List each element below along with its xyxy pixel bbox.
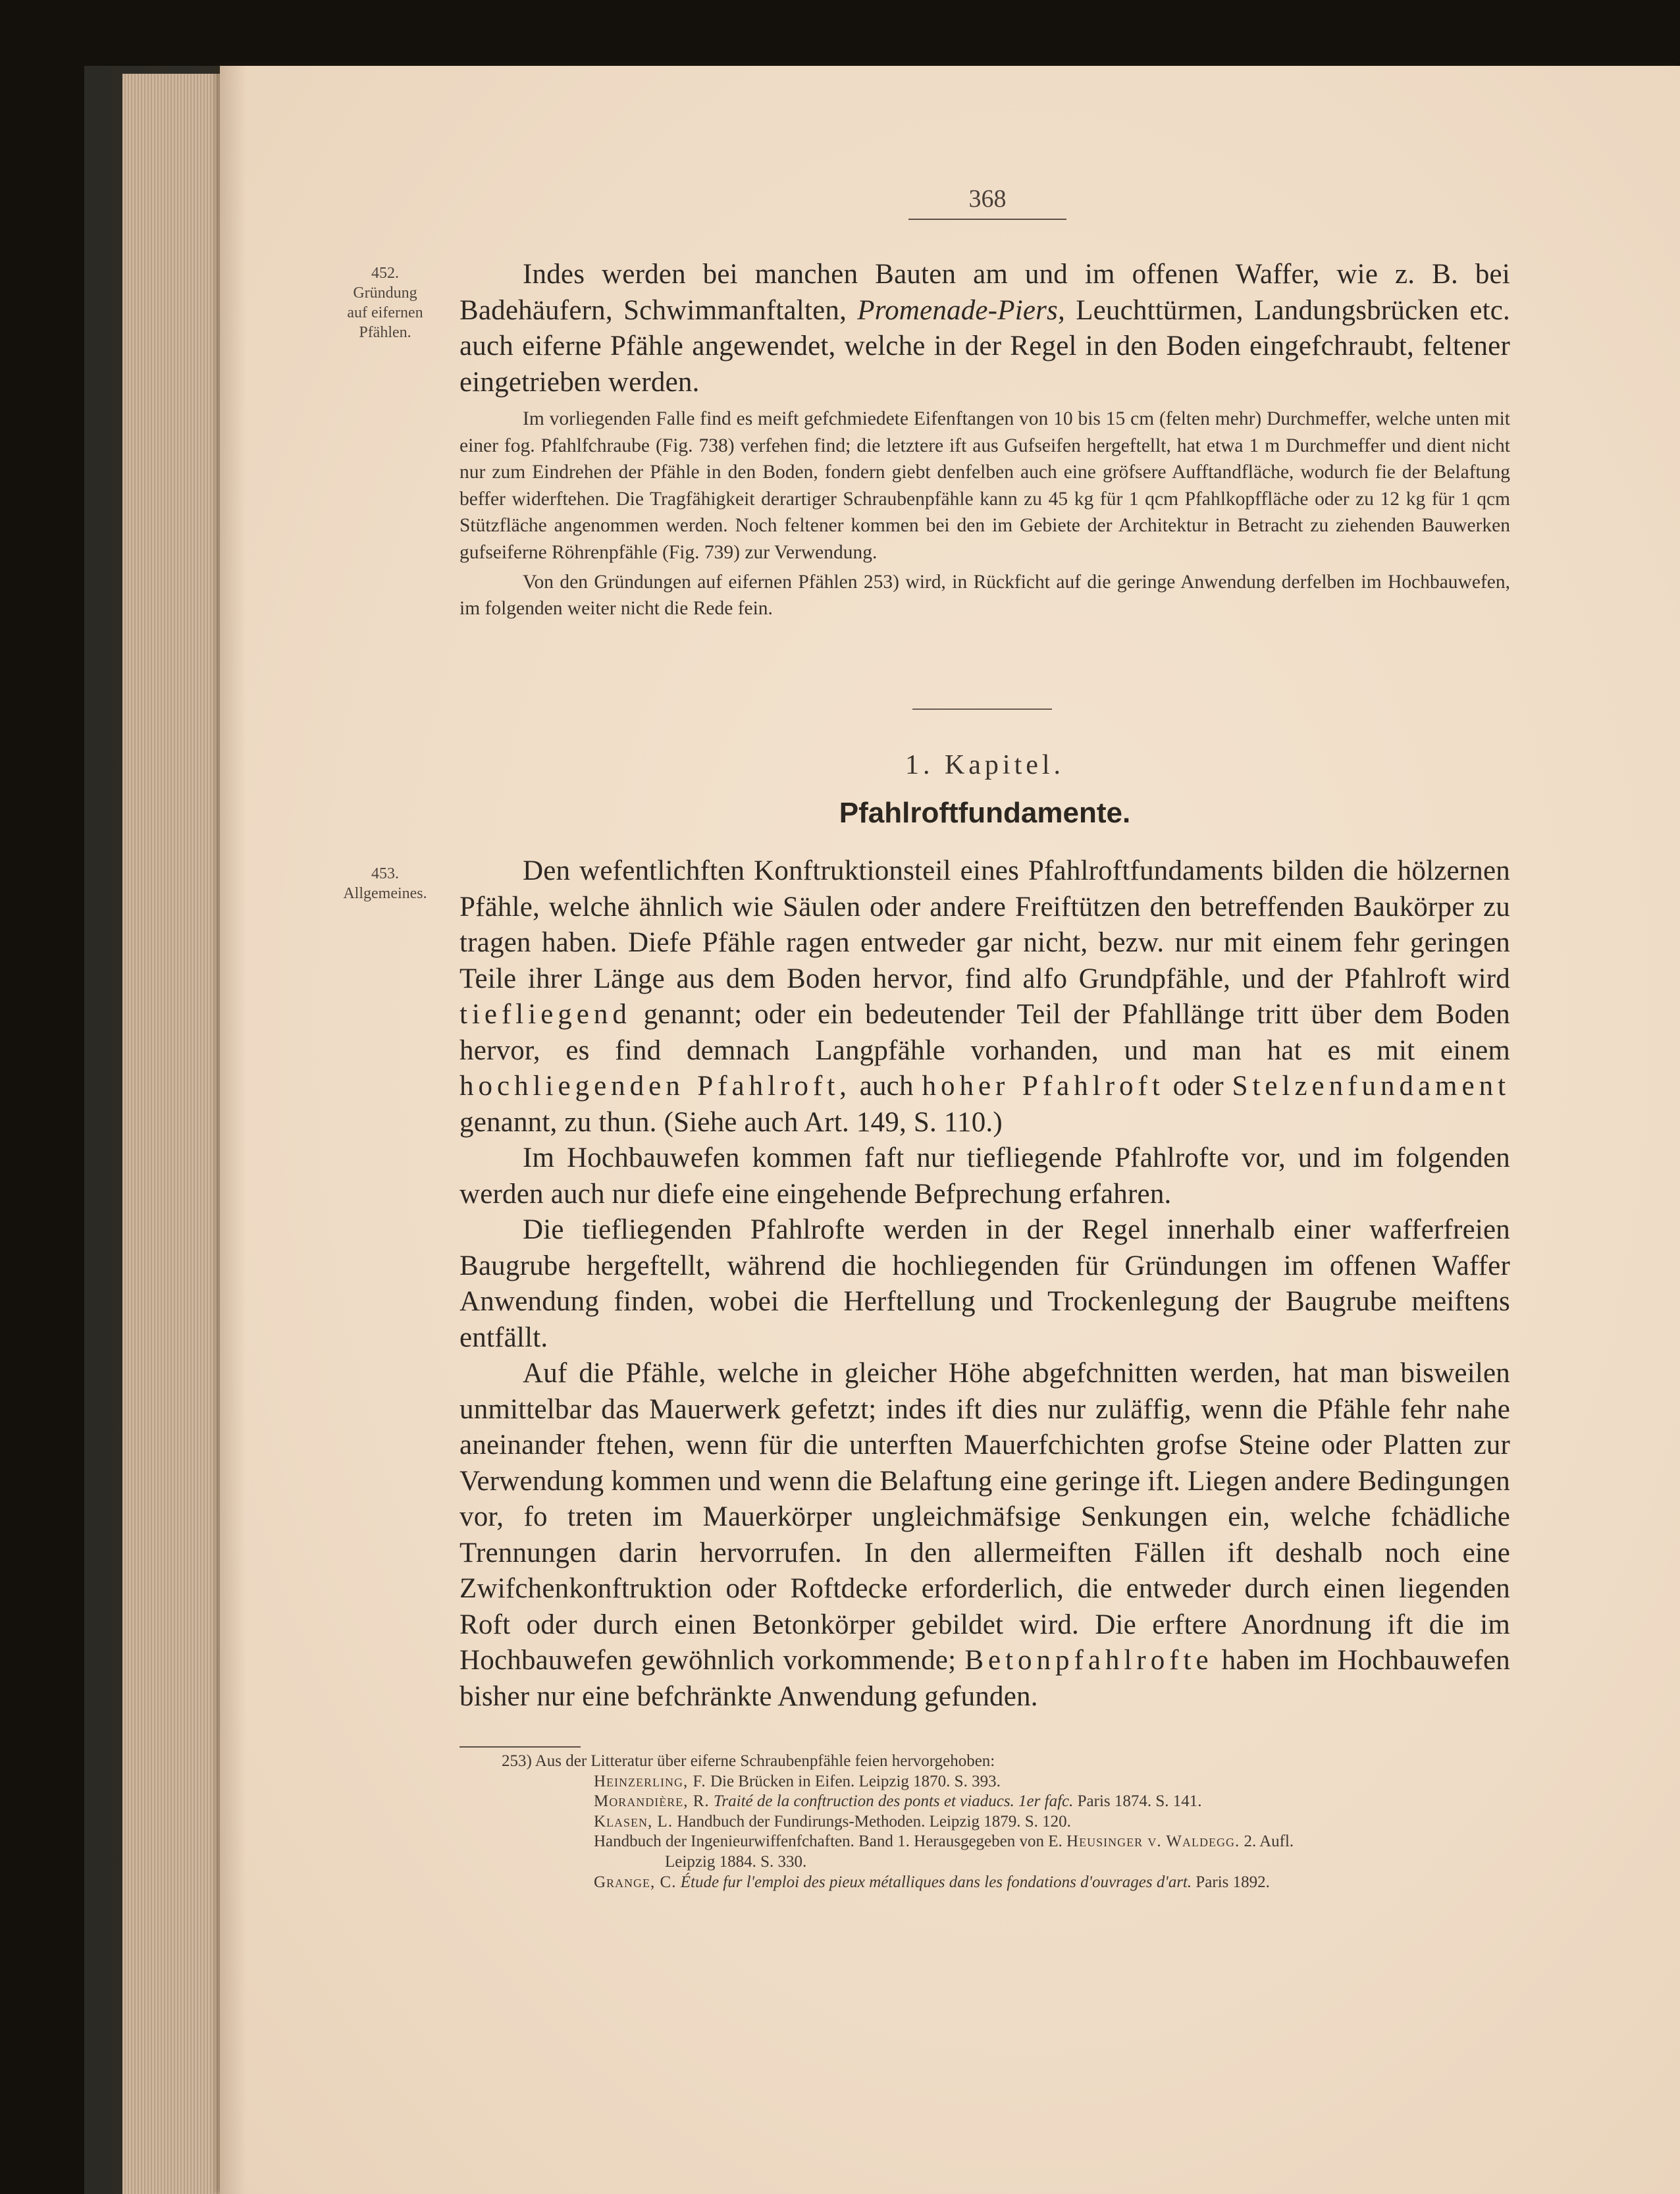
footnote-line: 253) Aus der Litteratur über eiferne Schraubenpfähle feien hervorgehoben:: [502, 1752, 995, 1770]
spaced-run: hoher Pfahlroft: [922, 1071, 1165, 1102]
main-paragraph: Im Hochbauwefen kommen faft nur tiefliegende Pfahlrofte vor, und im folgenden werden auch nur diefe eine eingehende Befprechung erfahren.: [459, 1142, 1510, 1210]
footnote-line: [502, 1772, 1515, 1792]
intro-paragraph: [459, 257, 1510, 400]
margin-note-line: Allgemeines.: [343, 885, 427, 902]
text-run: Indes werden bei manchen Bauten am und im offenen Waffer, wie z. B. bei Badehäufern, Schwimmanftalten,: [459, 259, 1510, 326]
margin-note-line: Pfählen.: [359, 324, 411, 341]
small-paragraph: Von den Gründungen auf eifernen Pfählen 253) wird, in Rückficht auf die geringe Anwendung derfelben im Hochbauwefen, im folgenden weiter nicht die Rede fein.: [459, 571, 1510, 620]
text-run: Paris 1874. S. 141.: [1073, 1792, 1202, 1811]
text-run: Paris 1892.: [1192, 1873, 1270, 1891]
main-section: [459, 853, 1510, 1715]
text-run: Handbuch der Fundirungs-Methoden. Leipzig 1879. S. 120.: [673, 1812, 1071, 1831]
italic-run: Traité de la conftruction des ponts et viaducs. 1er fafc.: [709, 1792, 1074, 1811]
margin-note-number: 453.: [371, 865, 399, 882]
text-run: 2. Aufl.: [1240, 1833, 1294, 1851]
margin-note-number: 452.: [371, 265, 399, 282]
margin-note-line: Gründung: [353, 284, 417, 302]
author-name: Grange, C.: [594, 1873, 677, 1891]
author-name: Heusinger v. Waldegg.: [1066, 1833, 1240, 1851]
chapter-label: 1. Kapitel.: [905, 750, 1065, 780]
footnote-rule: [459, 1746, 581, 1748]
text-run: Handbuch der Ingenieurwiffenfchaften. Band 1. Herausgegeben von E.: [594, 1833, 1067, 1851]
author-name: Morandière, R.: [594, 1792, 710, 1811]
text-run: Die Brücken in Eifen. Leipzig 1870. S. 393.: [706, 1772, 1001, 1790]
main-paragraph: Die tiefliegenden Pfahlrofte werden in der Regel innerhalb einer wafferfreien Baugrube hergeftellt, während die hochliegenden für Gründungen im offenen Waffer Anwendung finden, wobei die Herftellung und Trockenlegung der Baugrube meiftens entfällt.: [459, 1214, 1510, 1353]
margin-note-line: auf eifernen: [347, 304, 423, 321]
text-run: oder: [1164, 1071, 1232, 1102]
italic-run: Promenade-Piers,: [857, 294, 1065, 326]
text-run: auch: [851, 1071, 922, 1102]
text-run: Auf die Pfähle, welche in gleicher Höhe abgefchnitten werden, hat man bisweilen unmittelbar das Mauerwerk gefetzt; indes ift dies nur zuläffig, wenn die Pfähle fehr nahe aneinander ftehen, wenn für die unterften Mauerfchichten grofse Steine oder Platten zur Verwendung kommen und wenn die Belaftung eine geringe ift. Liegen andere Bedingungen vor, fo treten im Mauerkörper ungleichmäfsige Senkungen ein, welche fchädliche Trennungen darin hervorrufen. In den allermeiften Fällen ift deshalb noch eine Zwifchenkonftruktion oder Roftdecke erforderlich, die entweder durch einen liegenden Roft oder durch einen Betonkörper gebildet wird. Die erftere Anordnung ift die im Hochbauwefen gewöhnlich vorkommende;: [459, 1358, 1510, 1676]
footnote-line: [502, 1873, 1515, 1893]
italic-run: Étude fur l'emploi des pieux métalliques dans les fondations d'ouvrages d'art.: [676, 1873, 1192, 1891]
spaced-run: Betonpfahlrofte: [964, 1645, 1213, 1676]
spaced-run: hochliegenden Pfahlroft,: [459, 1071, 851, 1102]
text-run: genannt; oder ein bedeutender Teil der Pfahllänge tritt über dem Boden hervor, es find demnach Langpfähle vorhanden, und man hat es mit einem: [459, 999, 1510, 1066]
small-paragraph: Im vorliegenden Falle find es meift gefchmiedete Eifenftangen von 10 bis 15 cm (felten mehr) Durchmeffer, welche unten mit einer fog. Pfahlfchraube (Fig. 738) verfehen find; die letztere ift aus Gufseifen hergeftellt, hat etwa 1 m Durchmeffer und dient nicht nur zum Eindrehen der Pfähle in den Boden, fondern giebt denfelben auch eine gröfsere Aufftandfläche, wodurch fie der Belaftung beffer widerftehen. Die Tragfähigkeit derartiger Schraubenpfähle kann zu 45 kg für 1 qcm Pfahlkopffläche oder zu 12 kg für 1 qcm Stützfläche angenommen werden. Noch feltener kommen bei den im Gebiete der Architektur in Betracht zu ziehenden Bauwerken gufseiferne Röhrenpfähle (Fig. 739) zur Verwendung.: [459, 408, 1510, 563]
footnote-line: [502, 1812, 1515, 1833]
page-number-rule: [908, 219, 1066, 220]
main-paragraph: [459, 1356, 1510, 1715]
main-paragraph: [459, 853, 1510, 1140]
spaced-run: Stelzenfundament: [1232, 1071, 1511, 1102]
footnote-line: [502, 1832, 1515, 1852]
intro-section: [459, 257, 1510, 622]
text-run: haben im Hochbauwefen bisher nur eine befchränkte Anwendung gefunden.: [459, 1645, 1510, 1712]
author-name: Klasen, L.: [594, 1812, 673, 1831]
spaced-run: tiefliegend: [459, 999, 631, 1030]
section-divider: [912, 709, 1052, 710]
text-run: genannt, zu thun. (Siehe auch Art. 149, S. 110.): [459, 1106, 1003, 1138]
footnotes: [502, 1752, 1515, 1892]
author-name: Heinzerling, F.: [594, 1772, 706, 1790]
footnote-line: Leipzig 1884. S. 330.: [665, 1852, 807, 1871]
chapter-title: Pfahlroftfundamente.: [839, 797, 1131, 829]
page-number: 368: [968, 185, 1007, 213]
text-run: Leuchttürmen, Landungsbrücken etc. auch eiferne Pfähle angewendet, welche in der Regel in den Boden eingefchraubt, feltener eingetrieben werden.: [459, 294, 1510, 398]
text-run: Den wefentlichften Konftruktionsteil eines Pfahlroftfundaments bilden die hölzernen Pfähle, welche ähnlich wie Säulen oder andere Freiftützen den betreffenden Baukörper zu tragen haben. Diefe Pfähle ragen entweder gar nicht, bezw. nur mit einem fehr geringen Teile ihrer Länge aus dem Boden hervor, find alfo Grundpfähle, und der Pfahlroft wird: [459, 855, 1510, 994]
margin-note-453: [323, 864, 448, 903]
margin-note-452: [323, 263, 448, 342]
footnote-line: [502, 1792, 1515, 1812]
